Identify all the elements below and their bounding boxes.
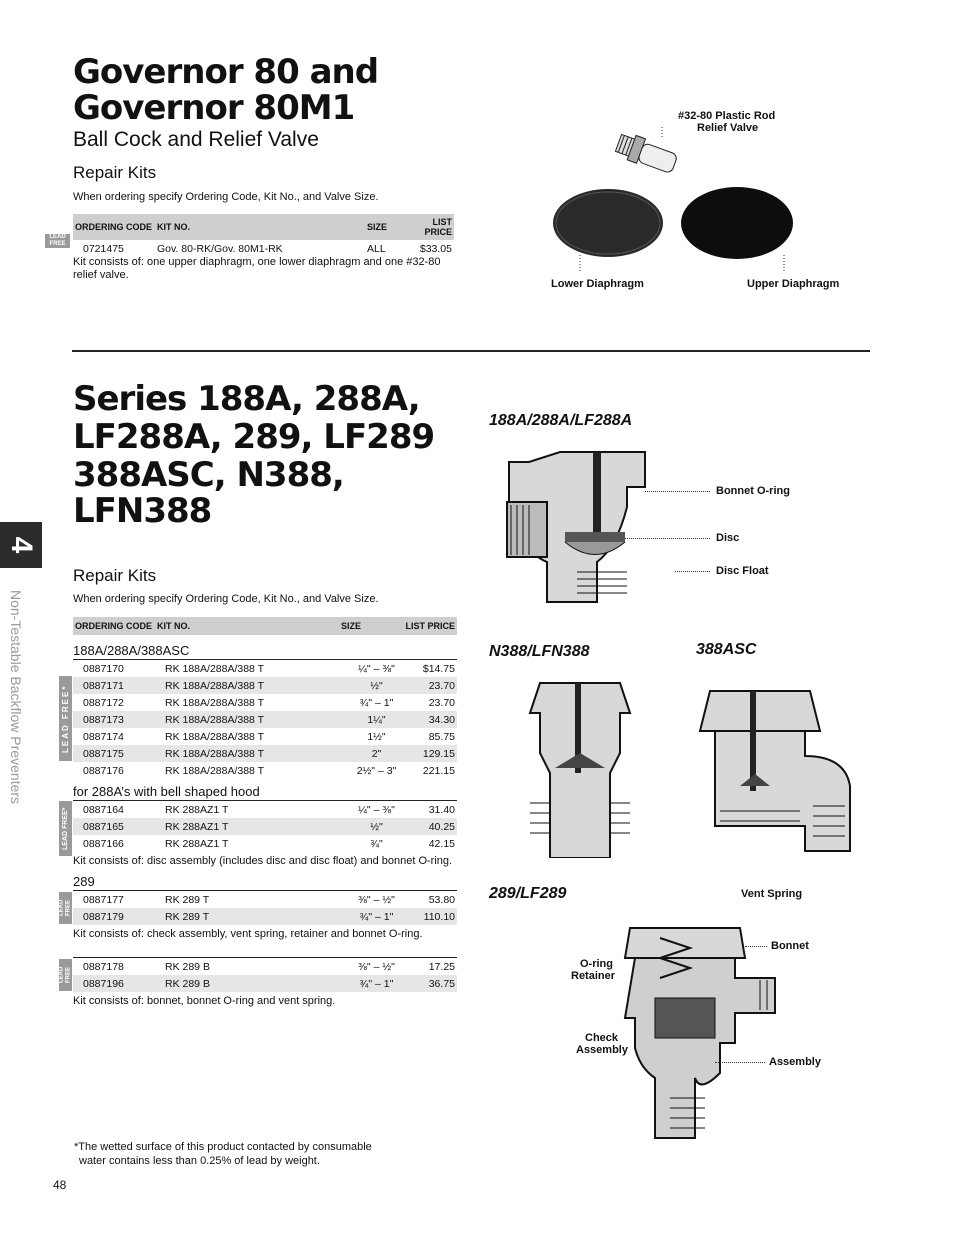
page-number: 48: [53, 1178, 67, 1192]
fig4-label: 289/LF289: [489, 885, 567, 902]
cell-size: 2": [347, 745, 406, 762]
cell-code: 0887175: [73, 745, 163, 762]
table-row: [73, 745, 457, 762]
gov-kit-table: [73, 214, 454, 257]
cell-kit: Gov. 80-RK/Gov. 80M1-RK: [157, 242, 283, 255]
callout-upper-diaphragm: Upper Diaphragm: [747, 278, 840, 290]
footnote-line-1: *The wetted surface of this product contacted by consumable: [74, 1141, 372, 1153]
cell-size: ¾": [370, 837, 383, 850]
gov-instructions: When ordering specify Ordering Code, Kit No., and Valve Size.: [73, 191, 379, 203]
group2-note: Kit consists of: disc assembly (includes disc and disc float) and bonnet O-ring.: [73, 855, 453, 867]
callout-disc-float: Disc Float: [716, 565, 769, 577]
table-row: [73, 677, 457, 694]
cell-kit: RK 288AZ1 T: [165, 803, 229, 816]
table-row: [73, 694, 457, 711]
col-ordering-code: ORDERING CODE: [73, 617, 155, 635]
col-list-price: LIST PRICE: [398, 617, 457, 635]
cell-kit: RK 188A/288A/388 T: [163, 711, 347, 728]
lead-free-text: LEAD FREE: [49, 234, 66, 247]
table-row: [73, 240, 454, 257]
cell-size: ¼" – ⅜": [358, 803, 395, 816]
diaphragm-figure: [540, 105, 860, 305]
cell-price: 31.40: [428, 803, 455, 816]
table-row: [73, 908, 457, 925]
callout-rod-2: Relief Valve: [697, 122, 759, 134]
cell-price: 23.70: [428, 696, 455, 709]
cell-kit: RK 188A/288A/388 T: [163, 745, 347, 762]
lead-free-text: LEAD FREE: [58, 899, 72, 917]
cell-price: 36.75: [406, 975, 457, 992]
group4-note: Kit consists of: bonnet, bonnet O-ring and vent spring.: [73, 995, 336, 1007]
gov-subtitle: Ball Cock and Relief Valve: [73, 128, 319, 151]
cell-code: 0887178: [83, 960, 124, 973]
col-kit-no: KIT NO.: [155, 617, 339, 635]
table-row: [73, 891, 457, 908]
cell-size: ¾" – 1": [359, 696, 394, 709]
group3-label: 289: [73, 874, 95, 889]
gov-kit-note: Kit consists of: one upper diaphragm, one lower diaphragm and one #32-80 relief valve.: [73, 256, 441, 281]
cell-size: ¾" – 1": [347, 975, 406, 992]
callout-check-assembly: Assembly: [576, 1044, 628, 1056]
fig1-label: 188A/288A/LF288A: [489, 412, 633, 429]
table-row: [73, 835, 457, 852]
cell-code: 0887171: [73, 677, 163, 694]
table-row: [73, 711, 457, 728]
cell-kit: RK 288AZ1 T: [165, 837, 229, 850]
cell-price: 110.10: [406, 908, 457, 925]
cell-kit: RK 188A/288A/388 T: [165, 696, 265, 709]
callout-retainer: Retainer: [571, 970, 616, 982]
cell-size: ALL: [367, 242, 386, 255]
table-row: [73, 801, 457, 818]
lead-free-text: LEAD FREE*: [62, 807, 69, 850]
col-size: SIZE: [365, 214, 409, 240]
cell-code: 0721475: [83, 242, 124, 255]
cell-price: 23.70: [406, 677, 457, 694]
col-kit-no: KIT NO.: [155, 214, 365, 240]
series-title-1: Series 188A, 288A,: [73, 379, 420, 419]
cell-code: 0887165: [73, 818, 163, 835]
cell-code: 0887166: [83, 837, 124, 850]
table-row: [73, 660, 457, 677]
series-repair-heading: Repair Kits: [73, 566, 157, 585]
table-row: [73, 728, 457, 745]
valve-188a-drawing: [505, 447, 665, 612]
callout-oring: O-ring: [580, 958, 613, 970]
valve-n388-drawing: [520, 678, 640, 858]
callout-check: Check: [585, 1032, 619, 1044]
cell-size: 2½" – 3": [356, 764, 397, 777]
cell-size: ½": [347, 818, 406, 835]
cell-code: 0887177: [83, 893, 124, 906]
cell-code: 0887172: [83, 696, 124, 709]
col-ordering-code: ORDERING CODE: [73, 214, 155, 240]
series-instructions: When ordering specify Ordering Code, Kit No., and Valve Size.: [73, 593, 379, 605]
series-title-3: 388ASC, N388,: [73, 455, 344, 495]
group2-label: for 288A’s with bell shaped hood: [73, 784, 260, 799]
cell-size: ⅜" – ½": [358, 893, 395, 906]
group3-note: Kit consists of: check assembly, vent spring, retainer and bonnet O-ring.: [73, 928, 423, 940]
table-row: [73, 975, 457, 992]
cell-kit: RK 289 B: [163, 975, 347, 992]
group1-label: 188A/288A/388ASC: [73, 643, 190, 658]
group3-table: [73, 891, 457, 925]
table-row: [73, 958, 457, 975]
cell-price: $33.05: [419, 242, 452, 255]
cell-price: 221.15: [422, 764, 455, 777]
relief-valve-drawing: [614, 131, 679, 176]
callout-lower-diaphragm: Lower Diaphragm: [551, 278, 644, 290]
gov-title-1: Governor 80 and: [73, 52, 379, 92]
cell-price: 129.15: [406, 745, 457, 762]
cell-code: 0887179: [73, 908, 163, 925]
cell-size: ½": [347, 677, 406, 694]
cell-code: 0887196: [73, 975, 163, 992]
group2-table: [73, 801, 457, 852]
lead-free-badge: [59, 892, 72, 924]
lead-free-badge: [59, 801, 72, 856]
callout-vent-spring: Vent Spring: [741, 888, 803, 900]
cell-kit: RK 188A/288A/388 T: [163, 677, 347, 694]
col-size: SIZE: [339, 617, 398, 635]
cell-size: 1½": [367, 730, 386, 743]
col-list-price: LIST PRICE: [409, 214, 454, 240]
fig2-label: N388/LFN388: [489, 643, 590, 660]
series-title-4: LFN388: [73, 491, 212, 531]
lead-free-badge: [45, 234, 70, 248]
footnote-line-2: water contains less than 0.25% of lead by weight.: [79, 1155, 320, 1167]
gov-repair-heading: Repair Kits: [73, 163, 157, 182]
cell-size: ⅜" – ½": [358, 960, 395, 973]
group4-table: [73, 958, 457, 992]
series-header-table: [73, 617, 457, 635]
cell-price: 85.75: [428, 730, 455, 743]
cell-size: ¼" – ⅜": [358, 662, 395, 675]
cell-code: 0887173: [73, 711, 163, 728]
cell-code: 0887176: [83, 764, 124, 777]
cell-price: $14.75: [422, 662, 455, 675]
cell-price: 34.30: [406, 711, 457, 728]
callout-bonnet: Bonnet: [771, 940, 809, 952]
callout-assembly: Assembly: [769, 1056, 821, 1068]
cell-size: 1¼": [347, 711, 406, 728]
lead-free-badge: [59, 676, 72, 761]
cell-price: 17.25: [428, 960, 455, 973]
lead-free-badge: [59, 959, 72, 991]
cell-code: 0887174: [83, 730, 124, 743]
cell-size: ¾" – 1": [347, 908, 406, 925]
callout-bonnet-oring: Bonnet O-ring: [716, 485, 790, 497]
series-title-2: LF288A, 289, LF289: [73, 417, 435, 457]
lead-free-text: LEAD FREE*: [61, 684, 70, 753]
gov-title-2: Governor 80M1: [73, 88, 355, 128]
cell-kit: RK 289 B: [165, 960, 210, 973]
upper-diaphragm: [681, 187, 793, 259]
valve-388asc-drawing: [695, 686, 855, 856]
cell-kit: RK 289 T: [165, 893, 210, 906]
cell-price: 42.15: [428, 837, 455, 850]
cell-kit: RK 188A/288A/388 T: [165, 730, 265, 743]
cell-price: 40.25: [406, 818, 457, 835]
cell-kit: RK 188A/288A/388 T: [165, 662, 265, 675]
side-label: Non-Testable Backflow Preventers: [8, 590, 24, 804]
callout-rod-1: #32-80 Plastic Rod: [678, 110, 776, 122]
fig3-label: 388ASC: [696, 641, 757, 658]
section-divider: [72, 350, 870, 352]
cell-code: 0887170: [83, 662, 124, 675]
valve-289-drawing: [610, 918, 790, 1148]
cell-kit: RK 289 T: [163, 908, 347, 925]
callout-disc: Disc: [716, 532, 740, 544]
cell-price: 53.80: [428, 893, 455, 906]
lead-free-text: LEAD FREE: [58, 966, 72, 984]
table-row: [73, 818, 457, 835]
chapter-number: 4: [5, 536, 38, 554]
table-row: [73, 762, 457, 779]
lower-diaphragm: [553, 189, 663, 257]
cell-kit: RK 288AZ1 T: [163, 818, 347, 835]
cell-code: 0887164: [83, 803, 124, 816]
group1-table: [73, 660, 457, 779]
cell-kit: RK 188A/288A/388 T: [165, 764, 265, 777]
